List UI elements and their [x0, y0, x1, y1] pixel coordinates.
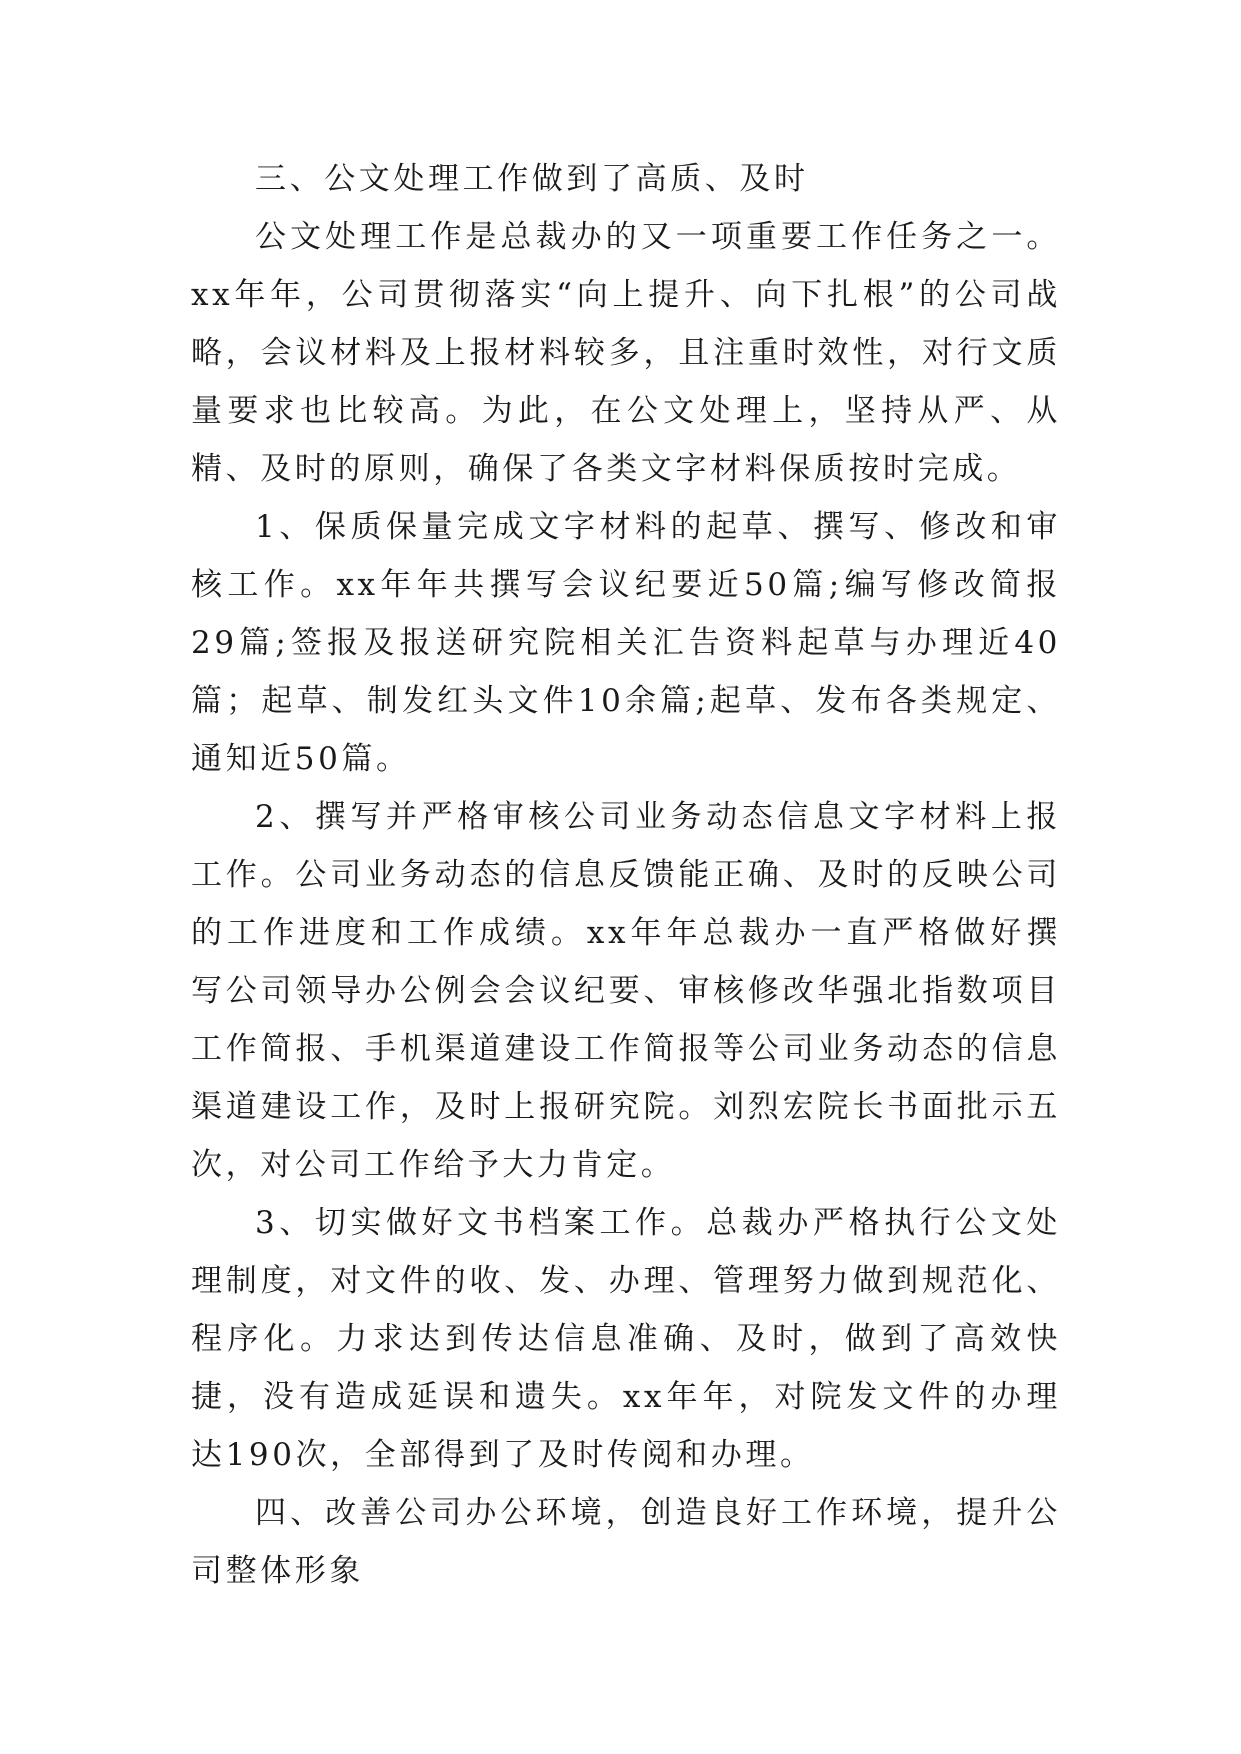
paragraph-item-3: 3、切实做好文书档案工作。总裁办严格执行公文处理制度，对文件的收、发、办理、管理努力做到规范化、程序化。力求达到传达信息准确、及时，做到了高效快捷，没有造成延误和遗失。xx年年，对院发文件的办理达190次，全部得到了及时传阅和办理。: [191, 1205, 1061, 1473]
section-heading-4: 四、改善公司办公环境，创造良好工作环境，提升公司整体形象: [191, 1495, 1061, 1589]
document-page: [191, 150, 1061, 1600]
paragraph-item-1: 1、保质保量完成文字材料的起草、撰写、修改和审核工作。xx年年共撰写会议纪要近50篇;编写修改简报29篇;签报及报送研究院相关汇告资料起草与办理近40篇；起草、制发红头文件10余篇;起草、发布各类规定、通知近50篇。: [191, 509, 1061, 777]
section-heading-3: 三、公文处理工作做到了高质、及时: [255, 161, 809, 197]
paragraph-item-2: 2、撰写并严格审核公司业务动态信息文字材料上报工作。公司业务动态的信息反馈能正确、及时的反映公司的工作进度和工作成绩。xx年年总裁办一直严格做好撰写公司领导办公例会会议纪要、审核修改华强北指数项目工作简报、手机渠道建设工作简报等公司业务动态的信息渠道建设工作，及时上报研究院。刘烈宏院长书面批示五次，对公司工作给予大力肯定。: [191, 799, 1061, 1183]
paragraph-intro: 公文处理工作是总裁办的又一项重要工作任务之一。xx年年，公司贯彻落实“向上提升、向下扎根”的公司战略，会议材料及上报材料较多，且注重时效性，对行文质量要求也比较高。为此，在公文处理上，坚持从严、从精、及时的原则，确保了各类文字材料保质按时完成。: [191, 219, 1061, 487]
